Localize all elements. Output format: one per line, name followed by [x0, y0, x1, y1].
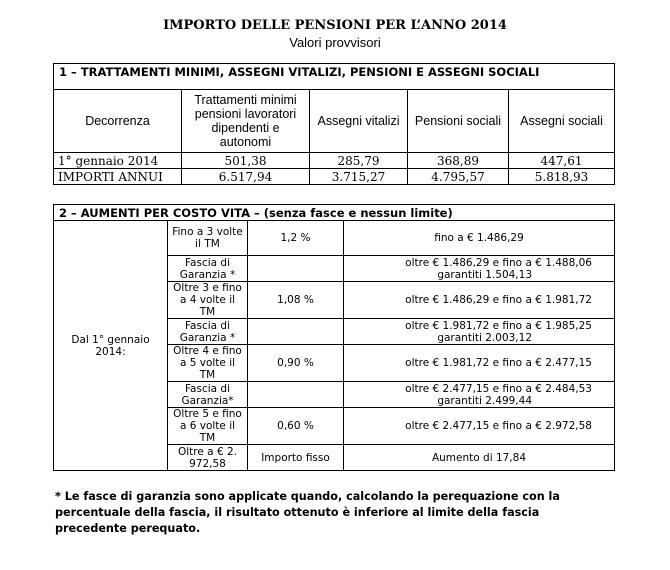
- table-cell: 501,38: [182, 153, 310, 169]
- table-cell: IMPORTI ANNUI: [54, 169, 182, 185]
- table-cell: 1° gennaio 2014: [54, 153, 182, 169]
- table-cell: 447,61: [509, 153, 615, 169]
- percentage-cell: Importo fisso: [248, 445, 344, 471]
- document-title: IMPORTO DELLE PENSIONI PER L’ANNO 2014: [163, 18, 507, 33]
- footnote: * Le fasce di garanzia sono applicate quando, calcolando la perequazione con la percentuale della fascia, il risultato ottenuto è inferiore al limite della fascia precedente perequato.: [55, 490, 560, 535]
- band-label: Oltre 5 e fino a 6 volte il TM: [168, 408, 248, 445]
- percentage-cell: 1,2 %: [248, 221, 344, 256]
- guarantee-text: garantiti 2.003,12: [437, 331, 532, 344]
- section2-heading: 2 – AUMENTI PER COSTO VITA – (senza fasce e nessun limite): [54, 205, 615, 221]
- band-label: Fascia di Garanzia *: [168, 319, 248, 345]
- band-label: Oltre 4 e fino a 5 volte il TM: [168, 345, 248, 382]
- band-label: Fino a 3 volte il TM: [168, 221, 248, 256]
- column-header: Trattamenti minimi pensioni lavoratori dipendenti e autonomi: [182, 90, 310, 153]
- table-cell: 285,79: [310, 153, 408, 169]
- range-text: oltre € 1.486,29 e fino a € 1.981,72: [405, 294, 592, 306]
- range-cell: [344, 256, 615, 282]
- range-cell: [344, 319, 615, 345]
- table-cell: 5.818,93: [509, 169, 615, 185]
- range-cell: [344, 445, 615, 471]
- range-cell: [344, 408, 615, 445]
- range-text: oltre € 1.486,29 e fino a € 1.488,06: [405, 256, 592, 269]
- band-label: Oltre a € 2. 972,58: [168, 445, 248, 471]
- range-text: oltre € 1.981,72 e fino a € 1.985,25: [405, 319, 592, 332]
- percentage-cell: [248, 382, 344, 408]
- column-header: Decorrenza: [54, 90, 182, 153]
- table-row: [54, 153, 615, 169]
- band-label: Fascia di Garanzia*: [168, 382, 248, 408]
- table-row: [54, 221, 615, 256]
- percentage-cell: 0,90 %: [248, 345, 344, 382]
- percentage-cell: [248, 319, 344, 345]
- range-cell: [344, 345, 615, 382]
- range-cell: [344, 382, 615, 408]
- section2-table: [53, 204, 615, 471]
- date-label: Dal 1° gennaio 2014:: [54, 221, 168, 471]
- range-text: oltre € 1.981,72 e fino a € 2.477,15: [405, 357, 592, 369]
- table-cell: 6.517,94: [182, 169, 310, 185]
- guarantee-text: garantiti 1.504,13: [437, 268, 532, 281]
- table-cell: 368,89: [408, 153, 509, 169]
- column-header: Pensioni sociali: [408, 90, 509, 153]
- section1-table: [53, 63, 615, 185]
- band-label: Fascia di Garanzia *: [168, 256, 248, 282]
- percentage-cell: 0,60 %: [248, 408, 344, 445]
- table-cell: 4.795,57: [408, 169, 509, 185]
- range-text: Aumento di 17,84: [431, 451, 527, 464]
- column-header: Assegni vitalizi: [310, 90, 408, 153]
- range-text: fino a € 1.486,29: [434, 232, 524, 244]
- column-header: Assegni sociali: [509, 90, 615, 153]
- table-row: [54, 169, 615, 185]
- band-label: Oltre 3 e fino a 4 volte il TM: [168, 282, 248, 319]
- percentage-cell: 1,08 %: [248, 282, 344, 319]
- guarantee-text: garantiti 2.499,44: [437, 394, 532, 407]
- percentage-cell: [248, 256, 344, 282]
- document-subtitle: Valori provvisori: [289, 35, 381, 50]
- range-cell: [344, 282, 615, 319]
- section1-heading: 1 – TRATTAMENTI MINIMI, ASSEGNI VITALIZI, PENSIONI E ASSEGNI SOCIALI: [54, 64, 615, 90]
- table-cell: 3.715,27: [310, 169, 408, 185]
- range-cell: [344, 221, 615, 256]
- range-text: oltre € 2.477,15 e fino a € 2.972,58: [405, 420, 592, 432]
- range-text: oltre € 2.477,15 e fino a € 2.484,53: [405, 382, 592, 395]
